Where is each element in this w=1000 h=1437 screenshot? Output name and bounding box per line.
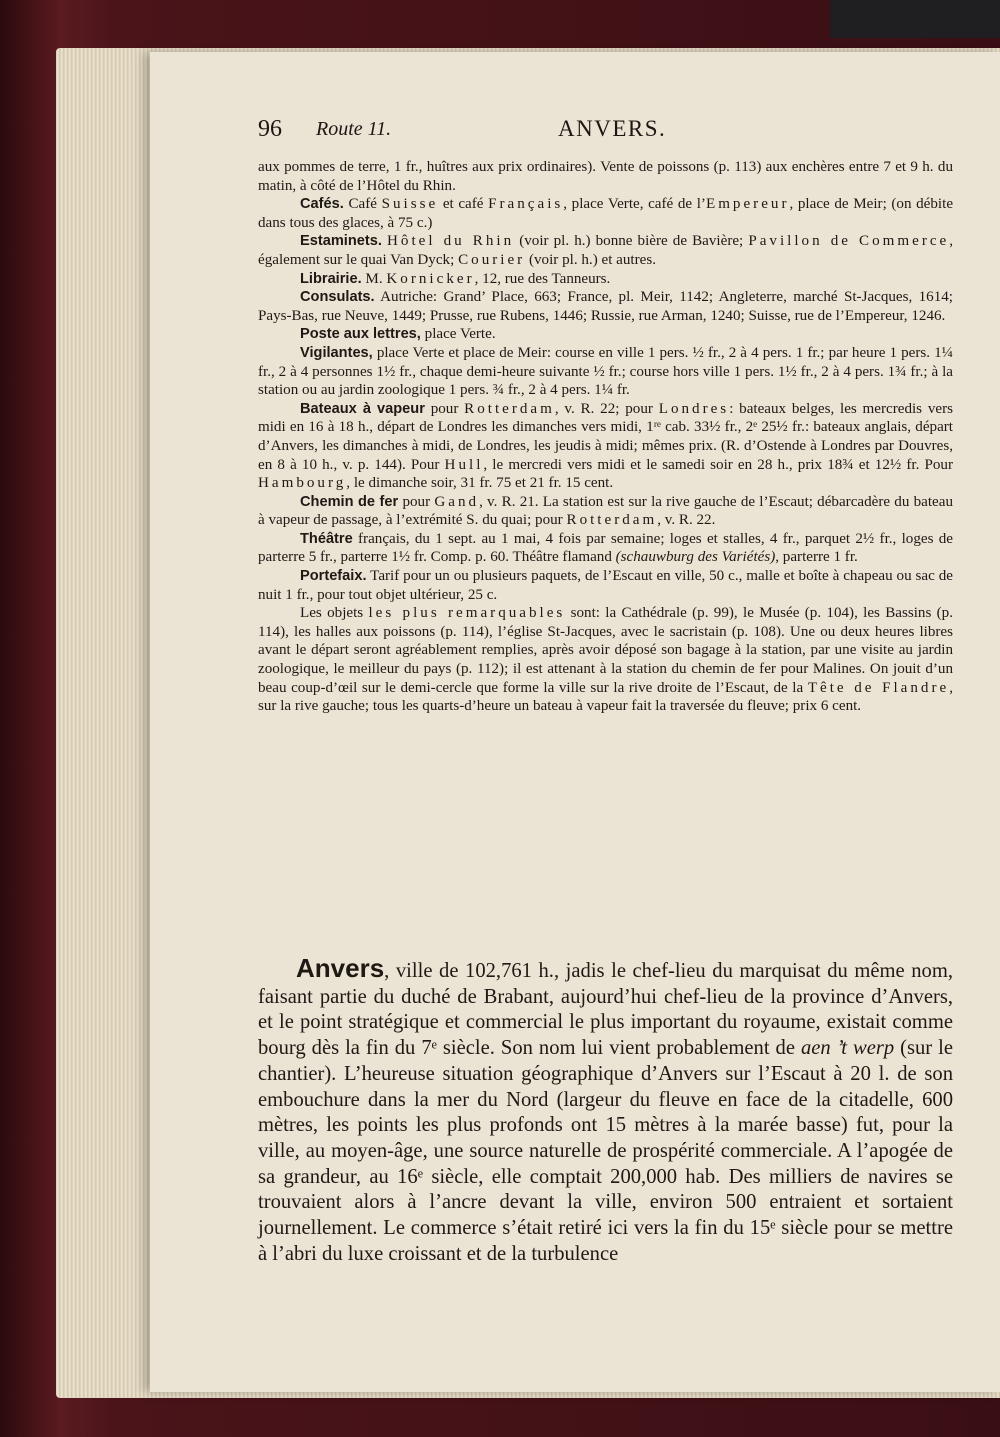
label-consulats: Consulats. bbox=[300, 289, 375, 306]
paragraph-continuation: aux pommes de terre, 1 fr., huîtres aux prix ordinaires). Vente de poissons (p. 113) aux enchères entre 7 et 9 h. du matin, à côté de l’Hôtel du Rhin. bbox=[258, 159, 953, 194]
paragraph-theatre: Théâtre français, du 1 sept. au 1 mai, 4 fois par semaine; loges et stalles, 4 fr., parquet 2½ fr., loges de parterre 5 fr., parterre 1½ fr. Comp. p. 60. Théâtre flamand (schauwburg des Variétés), parterre 1 fr. bbox=[258, 530, 953, 566]
label-poste: Poste aux lettres, bbox=[300, 326, 421, 343]
practical-info bbox=[258, 158, 953, 716]
paragraph-cafes: Cafés. Café Suisse et café Français, place Verte, café de l’Empereur, place de Meir; (on débite dans tous des glaces, à 75 c.) bbox=[258, 196, 954, 231]
label-estaminets: Estaminets. bbox=[300, 233, 382, 250]
label-chemin-de-fer: Chemin de fer bbox=[300, 493, 399, 510]
page-title: ANVERS. bbox=[558, 116, 667, 141]
paragraph-vigilantes: Vigilantes, place Verte et place de Meir: course en ville 1 pers. ½ fr., 2 à 4 pers. 1 fr.; par heure 1 pers. 1¼ fr., 2 à 4 personnes 1½ fr., chaque demi-heure suivante ½ fr.; course hors ville 1 pers. 1½ fr., 2 à 4 pers. 1¾ fr.; à la station ou au jardin zoologique 1 pers. ¾ fr., 2 à 4 pers. 1¼ fr. bbox=[258, 344, 953, 399]
main-description bbox=[258, 953, 954, 1267]
running-header bbox=[258, 116, 953, 148]
paragraph-estaminets: Estaminets. Hôtel du Rhin (voir pl. h.) bonne bière de Bavière; Pavillon de Commerce, également sur le quai Van Dyck; Courier (voir pl. h.) et autres. bbox=[258, 233, 954, 268]
label-librairie: Librairie. bbox=[300, 270, 362, 287]
paragraph-poste: Poste aux lettres, place Verte. bbox=[300, 326, 496, 343]
paragraph-chemin-de-fer: Chemin de fer pour Gand, v. R. 21. La station est sur la rive gauche de l’Escaut; débarcadère du bateau à vapeur de passage, à l’extrémité S. du quai; pour Rotterdam, v. R. 22. bbox=[258, 493, 953, 529]
binding-strip bbox=[830, 0, 1000, 38]
paragraph-portefaix: Portefaix. Tarif pour un ou plusieurs paquets, de l’Escaut en ville, 50 c., malle et boîte à chapeau ou sac de nuit 1 fr., pour tout objet ultérieur, 25 c. bbox=[258, 568, 953, 603]
lead-word: Anvers bbox=[296, 953, 385, 983]
page-number: 96 bbox=[258, 116, 282, 142]
paragraph-objets: Les objets les plus remarquables sont: la Cathédrale (p. 99), le Musée (p. 104), les Bassins (p. 114), les halles aux poissons (p. 114), l’église St-Jacques, avec le sacristain (p. 108). Une ou deux heures libres avant le départ seront agréablement remplies, après avoir déposé son bagage à la station, par une visite au jardin zoologique, le meilleur du pays (p. 112); il est attenant à la station du chemin de fer pour Malines. On jouit d’un beau coup-d’œil sur le demi-cercle que forme la ville sur la rive droite de l’Escaut, de la Tête de Flandre, sur la rive gauche; tous les quarts-d’heure un bateau à vapeur fait la traversée du fleuve; prix 6 cent. bbox=[258, 605, 953, 715]
paragraph-bateaux: Bateaux à vapeur pour Rotterdam, v. R. 22; pour Londres: bateaux belges, les mercredis vers midi en 16 à 18 h., départ de Londres les dimanches vers midi, 1ʳᵉ cab. 33½ fr., 2ᵉ 25½ fr.: bateaux anglais, départ d’Anvers, les dimanches à midi, de Londres, les jeudis à midi; mêmes prix. (R. d’Ostende à Londres par Douvres, en 8 à 10 h., v. p. 144). Pour Hull, le mercredi vers midi et le samedi soir en 28 h., prix 18¾ et 12½ fr. Pour Hambourg, le dimanche soir, 31 fr. 75 et 21 fr. 15 cent. bbox=[258, 400, 953, 492]
route-label: Route 11. bbox=[316, 118, 392, 140]
paragraph-consulats: Consulats. Autriche: Grand’ Place, 663; France, pl. Meir, 1142; Angleterre, marché St-Jacques, 1614; Pays-Bas, rue Neuve, 1449; Prusse, rue Rubens, 1446; Russie, rue Arman, 1240; Suisse, rue de l’Empereur, 1246. bbox=[258, 289, 953, 324]
label-bateaux: Bateaux à vapeur bbox=[300, 400, 425, 417]
paragraph-librairie: Librairie. M. Kornicker, 12, rue des Tanneurs. bbox=[300, 270, 611, 287]
label-cafes: Cafés. bbox=[300, 196, 344, 213]
label-portefaix: Portefaix. bbox=[300, 568, 367, 585]
paragraph-anvers: Anvers, ville de 102,761 h., jadis le chef-lieu du marquisat du même nom, faisant partie du duché de Brabant, aujourd’hui chef-lieu de la province d’Anvers, et le point stratégique et commercial le plus important du royaume, existait comme bourg dès la fin du 7ᵉ siècle. Son nom lui vient probablement de aen ’t werp (sur le chantier). L’heureuse situation géographique d’Anvers sur l’Escaut à 20 l. de son embouchure dans la mer du Nord (largeur du fleuve en face de la citadelle, 600 mètres, les points les plus profonds ont 15 mètres à la marée basse) fut, pour la ville, au moyen-âge, une source naturelle de prospérité commerciale. A l’apogée de sa grandeur, au 16ᵉ siècle, elle comptait 200,000 hab. Des milliers de navires se trouvaient alors à l’ancre devant la ville, environ 500 entraient et sortaient journellement. Le commerce s’était retiré ici vers la fin du 15ᵉ siècle pour se mettre à l’abri du luxe croissant et de la turbulence bbox=[258, 953, 954, 1265]
label-theatre: Théâtre bbox=[300, 530, 353, 547]
label-vigilantes: Vigilantes, bbox=[300, 344, 373, 361]
